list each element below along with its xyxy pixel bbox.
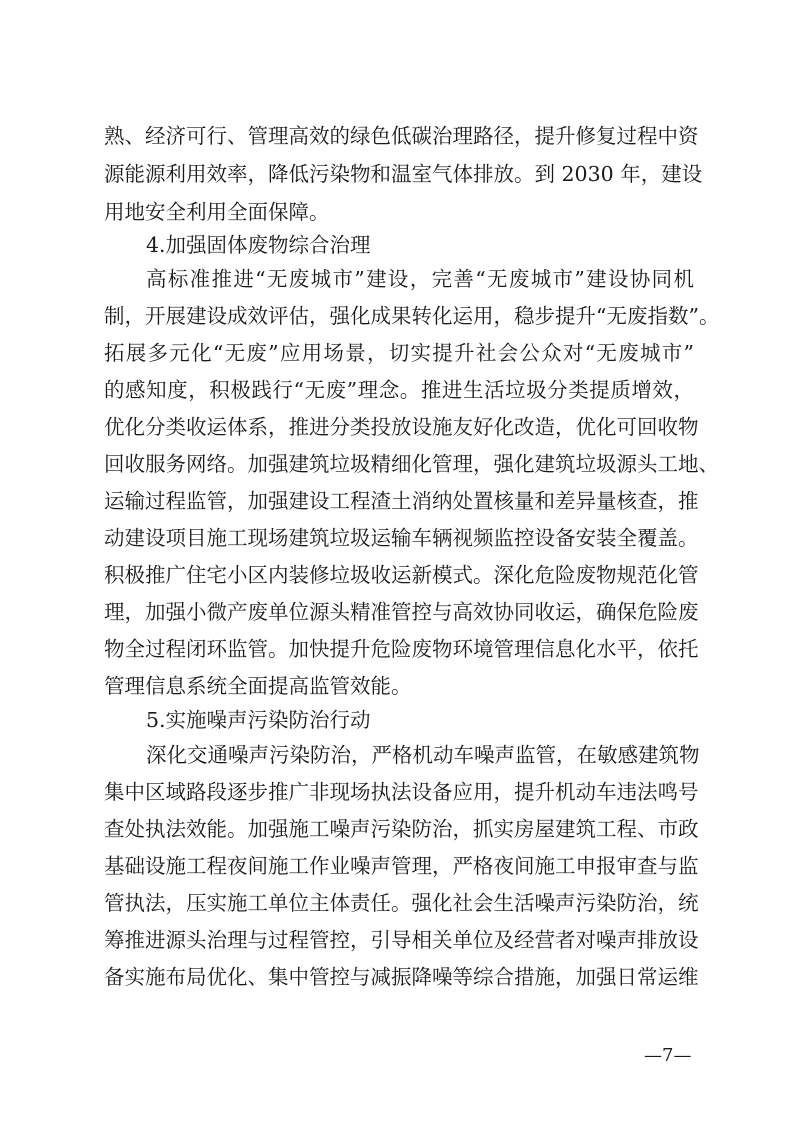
text-line: 高标准推进“无废城市”建设，完善“无废城市”建设协同机	[146, 267, 694, 291]
section-heading: 4.加强固体废物综合治理	[146, 233, 371, 257]
text-line: 基础设施工程夜间施工作业噪声管理，严格夜间施工申报审查与监	[104, 854, 699, 878]
text-line: 用地安全利用全面保障。	[104, 200, 330, 224]
text-line: 优化分类收运体系，推进分类投放设施友好化改造，优化可回收物	[104, 415, 699, 439]
text-line: 管执法，压实施工单位主体责任。强化社会生活噪声污染防治，统	[104, 891, 699, 915]
text-line: 备实施布局优化、集中管控与减振降噪等综合措施，加强日常运维	[104, 965, 699, 989]
text-line: 物全过程闭环监管。加快提升危险废物环境管理信息化水平，依托	[104, 637, 699, 661]
text-line: 查处执法效能。加强施工噪声污染防治，抓实房屋建筑工程、市政	[104, 817, 699, 841]
text-line: 拓展多元化“无废”应用场景，切实提升社会公众对“无废城市”	[104, 341, 694, 365]
text-line: 制，开展建设成效评估，强化成果转化运用，稳步提升“无废指数”。	[104, 304, 720, 328]
page-number: —7—	[644, 1045, 692, 1066]
text-line: 管理信息系统全面提高监管效能。	[104, 674, 412, 698]
text-line: 深化交通噪声污染防治，严格机动车噪声监管，在敏感建筑物	[146, 743, 700, 767]
text-line: 集中区域路段逐步推广非现场执法设备应用，提升机动车违法鸣号	[104, 780, 699, 804]
text-line: 的感知度，积极践行“无废”理念。推进生活垃圾分类提质增效，	[104, 378, 694, 402]
text-line: 积极推广住宅小区内装修垃圾收运新模式。深化危险废物规范化管	[104, 563, 699, 587]
text-line: 回收服务网络。加强建筑垃圾精细化管理，强化建筑垃圾源头工地、	[104, 452, 719, 476]
text-line: 理，加强小微产废单位源头精准管控与高效协同收运，确保危险废	[104, 600, 699, 624]
text-line: 源能源利用效率，降低污染物和温室气体排放。到 2030 年，建设	[104, 162, 703, 186]
text-line: 筹推进源头治理与过程管控，引导相关单位及经营者对噪声排放设	[104, 928, 699, 952]
text-line: 熟、经济可行、管理高效的绿色低碳治理路径，提升修复过程中资	[104, 124, 699, 148]
text-line: 动建设项目施工现场建筑垃圾运输车辆视频监控设备安装全覆盖。	[104, 526, 699, 550]
text-line: 运输过程监管，加强建设工程渣土消纳处置核量和差异量核查，推	[104, 489, 699, 513]
section-heading: 5.实施噪声污染防治行动	[146, 708, 371, 732]
